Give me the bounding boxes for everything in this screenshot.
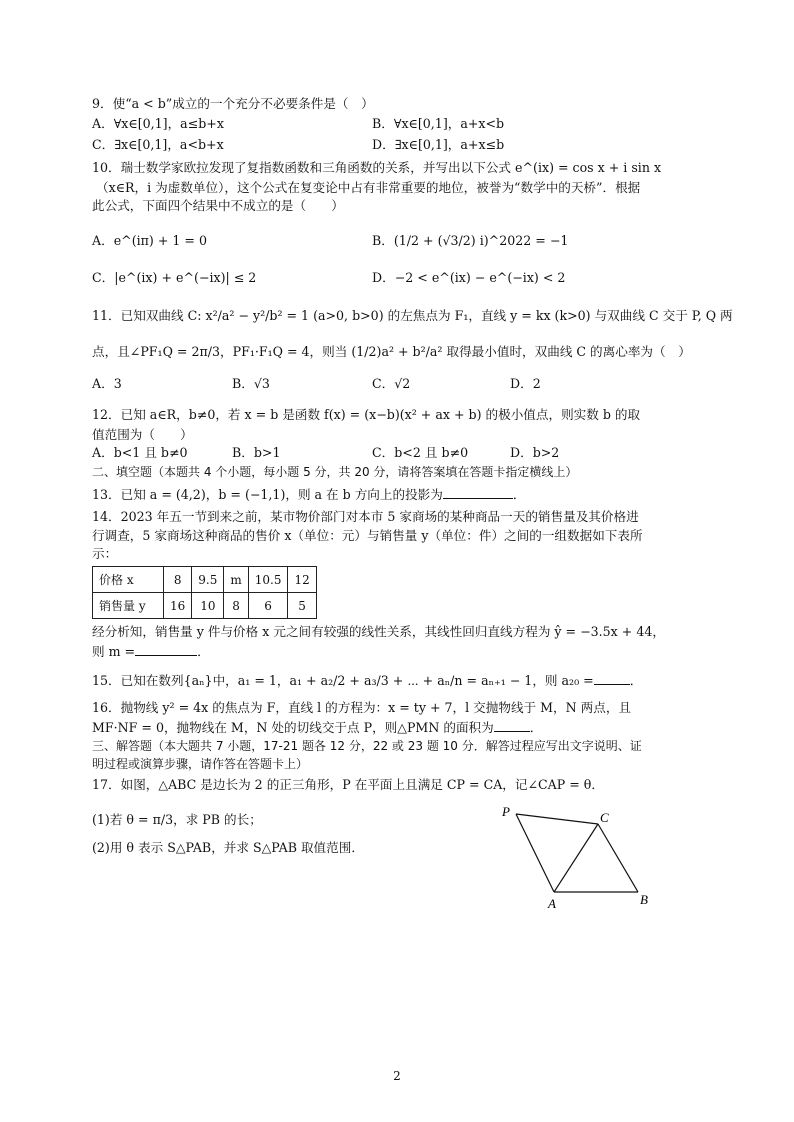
q12-option-d: D．b>2 xyxy=(510,445,560,460)
segment-pa xyxy=(516,814,554,892)
table-cell: m xyxy=(224,567,248,593)
q11-line2: 点，且∠PF₁Q = 2π/3，PF₁·F₁Q = 4，则当 (1/2)a² + b²/a² 取得最小值时，双曲线 C 的离心率为（ ） xyxy=(92,344,691,359)
q14-m-prompt: 则 m = xyxy=(92,644,136,659)
table-cell: 8 xyxy=(164,567,192,593)
table-cell: 8 xyxy=(224,593,248,619)
label-a: A xyxy=(548,896,556,911)
q10-line2: （x∈R，i 为虚数单位），这个公式在复变论中占有非常重要的地位，被誉为“数学中的天桥”．根据 xyxy=(96,180,641,195)
q10-option-c: C．|e^(ix) + e^(−ix)| ≤ 2 xyxy=(92,270,257,285)
q13-end: ． xyxy=(512,487,526,502)
page-number: 2 xyxy=(393,1069,401,1083)
label-p: P xyxy=(502,804,510,819)
table-header-sales: 销售量 y xyxy=(93,593,164,619)
q10-line1: 10．瑞士数学家欧拉发现了复指数函数和三角函数的关系，并写出以下公式 e^(ix) = cos x + i sin x xyxy=(92,160,662,175)
table-cell: 9.5 xyxy=(192,567,224,593)
q13-answer-blank[interactable] xyxy=(443,486,513,499)
section-fill-in-title: 二、填空题（本题共 4 个小题，每小题 5 分，共 20 分，请将答案填在答题卡指定横线上） xyxy=(92,465,578,479)
table-row xyxy=(93,567,317,593)
q14-answer-blank[interactable] xyxy=(135,643,197,656)
table-cell: 10.5 xyxy=(248,567,288,593)
q9-stem: 9．使“a < b”成立的一个充分不必要条件是（ ） xyxy=(92,96,374,111)
q11-option-c: C．√2 xyxy=(372,376,411,391)
q15-text xyxy=(92,672,642,689)
q9-option-c: C．∃x∈[0,1]，a<b+x xyxy=(92,137,224,152)
q14-line2: 行调查，5 家商场这种商品的售价 x（单位：元）与销售量 y（单位：件）之间的一组数据如下表所 xyxy=(92,528,643,543)
q9-option-a: A．∀x∈[0,1]，a≤b+x xyxy=(92,116,224,131)
section-answer-title-line2: 明过程或演算步骤，请作答在答题卡上） xyxy=(92,757,309,771)
q10-option-d: D．−2 < e^(ix) − e^(−ix) < 2 xyxy=(372,270,566,285)
q11-line1: 11．已知双曲线 C: x²/a² − y²/b² = 1 (a>0, b>0) 的左焦点为 F₁，直线 y = kx (k>0) 与双曲线 C 交于 P, Q 两 xyxy=(92,308,733,323)
q13-text xyxy=(92,486,525,503)
q13-stem: 13．已知 a = (4,2)，b = (−1,1)，则 a 在 b 方向上的投影为 xyxy=(92,487,443,502)
q14-line3: 示： xyxy=(92,546,118,561)
table-cell: 5 xyxy=(288,593,316,619)
table-cell: 16 xyxy=(164,593,192,619)
q16-line2 xyxy=(92,719,542,736)
table-row xyxy=(93,593,317,619)
q14-end: ． xyxy=(197,644,210,659)
q9-option-b: B．∀x∈[0,1]，a+x<b xyxy=(372,116,505,131)
q17-stem: 17．如图，△ABC 是边长为 2 的正三角形，P 在平面上且满足 CP = CA，记∠CAP = θ． xyxy=(92,777,604,792)
q14-after2 xyxy=(92,643,210,660)
triangle-figure xyxy=(494,802,664,912)
q10-option-b: B．(1/2 + (√3/2) i)^2022 = −1 xyxy=(372,233,569,248)
label-c: C xyxy=(600,810,609,825)
table-cell: 6 xyxy=(248,593,288,619)
q16-line1: 16．抛物线 y² = 4x 的焦点为 F，直线 l 的方程为：x = ty + 7，l 交抛物线于 M，N 两点，且 xyxy=(92,700,632,715)
q9-option-d: D．∃x∈[0,1]，a+x≤b xyxy=(372,137,505,152)
q12-line1: 12．已知 a∈R，b≠0，若 x = b 是函数 f(x) = (x−b)(x² + ax + b) 的极小值点，则实数 b 的取 xyxy=(92,407,641,422)
segment-ac xyxy=(554,824,598,892)
q12-option-b: B．b>1 xyxy=(232,445,281,460)
q12-option-a: A．b<1 且 b≠0 xyxy=(92,445,188,460)
q17-part1: (1)若 θ = π/3，求 PB 的长； xyxy=(92,812,262,827)
q15-end: ． xyxy=(629,673,643,688)
section-answer-title-line1: 三、解答题（本大题共 7 小题，17-21 题各 12 分，22 或 23 题 10 分．解答过程应写出文字说明、证 xyxy=(92,739,642,753)
table-header-price: 价格 x xyxy=(93,567,164,593)
q12-option-c: C．b<2 且 b≠0 xyxy=(372,445,469,460)
segment-pc xyxy=(516,814,598,824)
q11-option-b: B．√3 xyxy=(232,376,270,391)
segment-cb xyxy=(598,824,638,892)
q10-line3: 此公式，下面四个结果中不成立的是（ ） xyxy=(92,198,344,213)
price-sales-table xyxy=(92,566,317,619)
q11-option-d: D．2 xyxy=(510,376,541,391)
q16-end: ． xyxy=(529,720,543,735)
q15-answer-blank[interactable] xyxy=(594,672,630,685)
table-cell: 12 xyxy=(288,567,316,593)
table-cell: 10 xyxy=(192,593,224,619)
q15-stem: 15．已知在数列{aₙ}中，a₁ = 1，a₁ + a₂/2 + a₃/3 + ⋯ + aₙ/n = aₙ₊₁ − 1，则 a₂₀ = xyxy=(92,673,594,688)
q17-part2: (2)用 θ 表示 S△PAB，并求 S△PAB 取值范围． xyxy=(92,840,364,855)
q14-after1: 经分析知，销售量 y 件与价格 x 元之间有较强的线性关系，其线性回归直线方程为 ŷ = −3.5x + 44， xyxy=(92,624,665,639)
label-b: B xyxy=(640,892,648,907)
q12-line2: 值范围为（ ） xyxy=(92,427,193,442)
q14-line1: 14．2023 年五一节到来之前，某市物价部门对本市 5 家商场的某种商品一天的销售量及其价格进 xyxy=(92,509,639,524)
q11-option-a: A．3 xyxy=(92,376,122,391)
q10-option-a: A．e^(iπ) + 1 = 0 xyxy=(92,233,207,248)
q16-answer-blank[interactable] xyxy=(494,719,530,732)
q16-stem: MF·NF = 0，抛物线在 M，N 处的切线交于点 P，则△PMN 的面积为 xyxy=(92,720,494,735)
